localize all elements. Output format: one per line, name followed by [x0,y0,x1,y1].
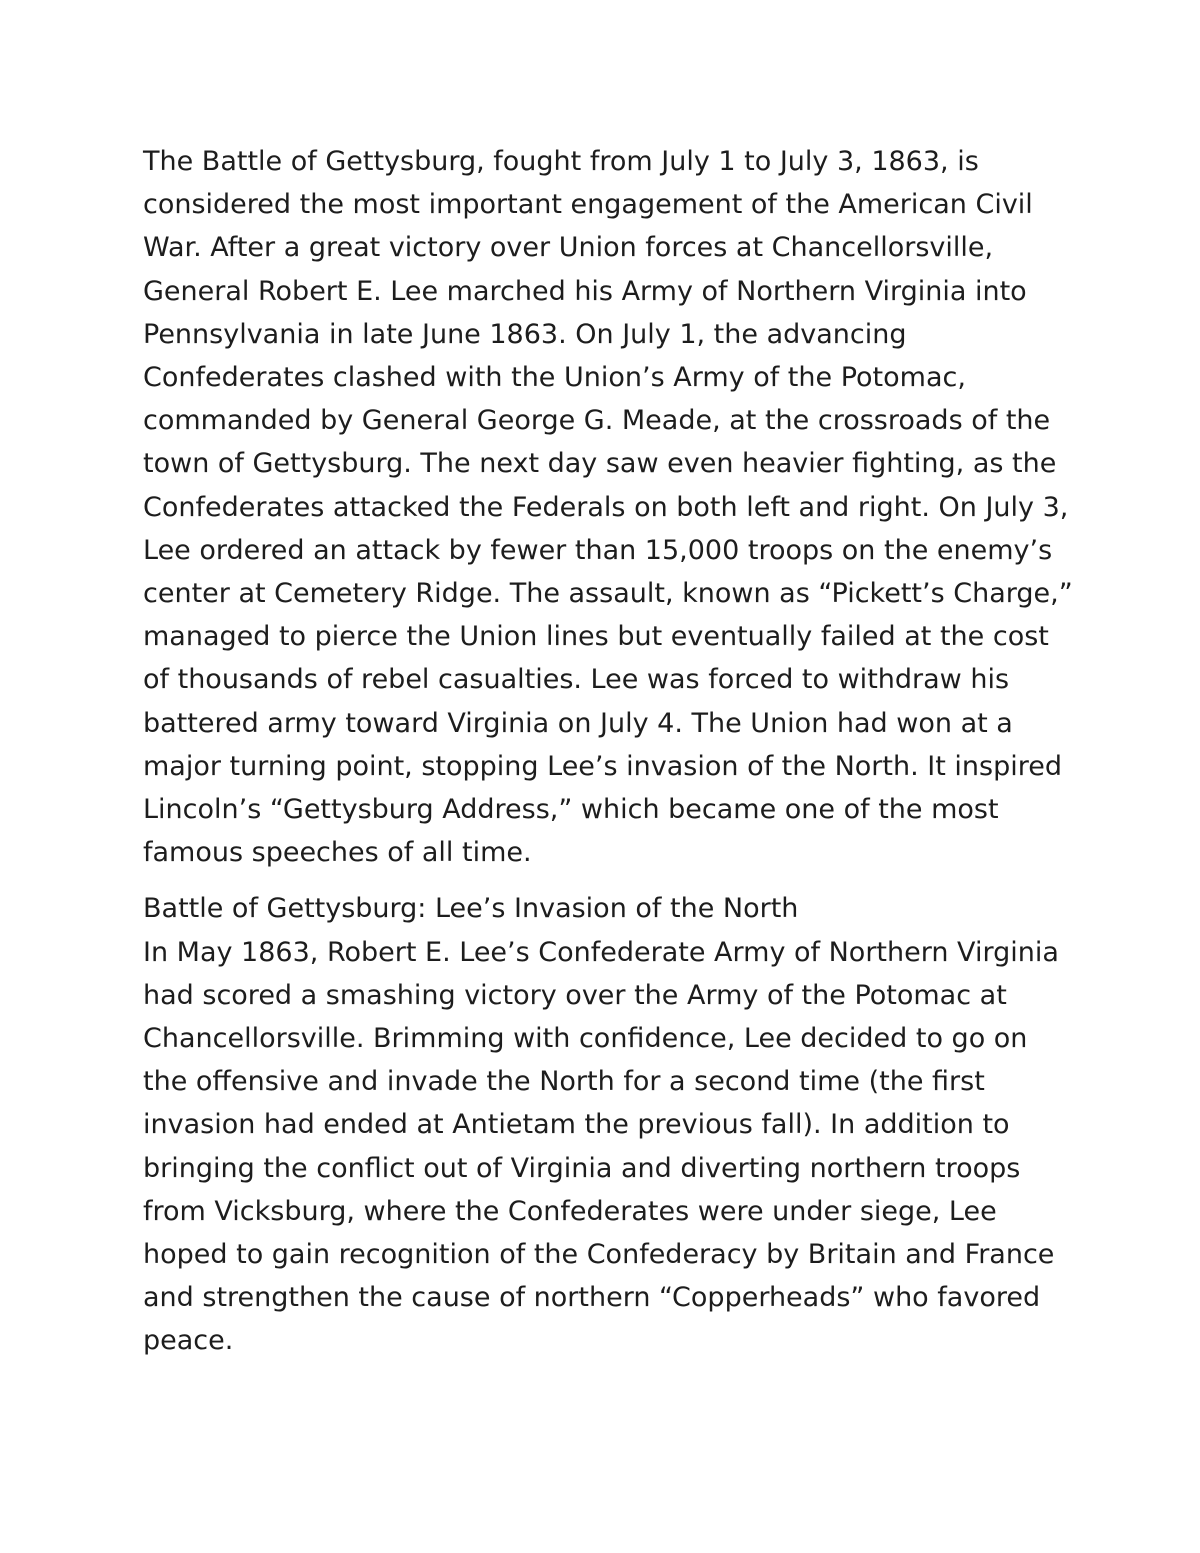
intro-paragraph: The Battle of Gettysburg, fought from July 1 to July 3, 1863, is considered the most important engagement of the American Civil War. After a great victory over Union forces at Chancellorsville, General Robert E. Lee marched his Army of Northern Virginia into Pennsylvania in late June 1863. On July 1, the advancing Confederates clashed with the Union’s Army of the Potomac, commanded by General George G. Meade, at the crossroads of the town of Gettysburg. The next day saw even heavier fighting, as the Confederates attacked the Federals on both left and right. On July 3, Lee ordered an attack by fewer than 15,000 troops on the enemy’s center at Cemetery Ridge. The assault, known as “Pickett’s Charge,” managed to pierce the Union lines but eventually failed at the cost of thousands of rebel casualties. Lee was forced to withdraw his battered army toward Virginia on July 4. The Union had won at a major turning point, stopping Lee’s invasion of the North. It inspired Lincoln’s “Gettysburg Address,” which became one of the most famous speeches of all time. [143,146,1073,869]
body-paragraph: In May 1863, Robert E. Lee’s Confederate Army of Northern Virginia had scored a smashing victory over the Army of the Potomac at Chancellorsville. Brimming with confidence, Lee decided to go on the offensive and invade the North for a second time (the first invasion had ended at Antietam the previous fall). In addition to bringing the conflict out of Virginia and diverting northern troops from Vicksburg, where the Confederates were under siege, Lee hoped to gain recognition of the Confederacy by Britain and France and strengthen the cause of northern “Copperheads” who favored peace. [143,936,1059,1357]
section-heading: Battle of Gettysburg: Lee’s Invasion of the North [143,893,799,925]
document-page [143,140,1073,1363]
